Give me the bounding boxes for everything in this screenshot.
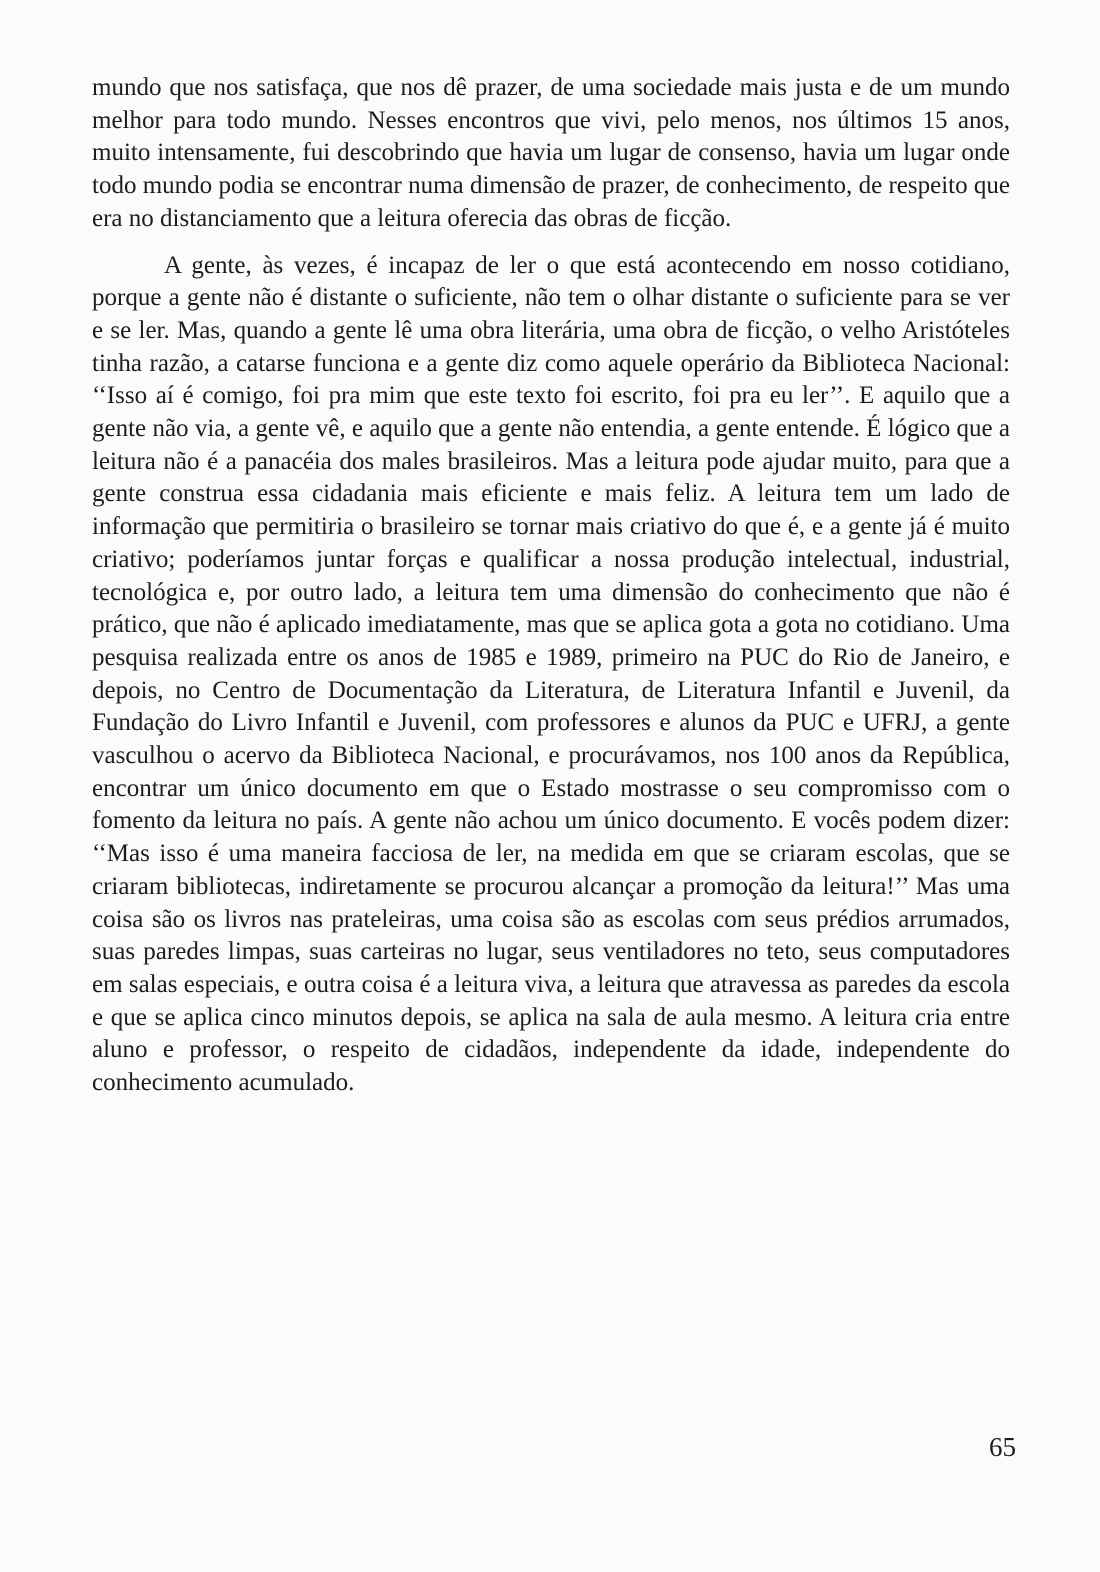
- page-body: [92, 72, 1010, 1100]
- page-number: 65: [989, 1432, 1016, 1462]
- paragraph-reading-discussion: A gente, às vezes, é incapaz de ler o que está acontecendo em nosso cotidiano, porque a gente não é distante o suficiente, não tem o olhar distante o suficiente para se ver e se ler. Mas, quando a gente lê uma obra literária, uma obra de ficção, o velho Aristóteles tinha razão, a catarse funciona e a gente diz como aquele operário da Biblioteca Nacional: ‘‘Isso aí é comigo, foi pra mim que este texto foi escrito, foi pra eu ler’’. E aquilo que a gente não via, a gente vê, e aquilo que a gente não entendia, a gente entende. É lógico que a leitura não é a panacéia dos males brasileiros. Mas a leitura pode ajudar muito, para que a gente construa essa cidadania mais eficiente e mais feliz. A leitura tem um lado de informação que permitiria o brasileiro se tornar mais criativo do que é, e a gente já é muito criativo; poderíamos juntar forças e qualificar a nossa produção intelectual, industrial, tecnológica e, por outro lado, a leitura tem uma dimensão do conhecimento que não é prático, que não é aplicado imediatamente, mas que se aplica gota a gota no cotidiano. Uma pesquisa realizada entre os anos de 1985 e 1989, primeiro na PUC do Rio de Janeiro, e depois, no Centro de Documentação da Literatura, de Literatura Infantil e Juvenil, da Fundação do Livro Infantil e Juvenil, com professores e alunos da PUC e UFRJ, a gente vasculhou o acervo da Biblioteca Nacional, e procurávamos, nos 100 anos da República, encontrar um único documento em que o Estado mostrasse o seu compromisso com o fomento da leitura no país. A gente não achou um único documento. E vocês podem dizer: ‘‘Mas isso é uma maneira facciosa de ler, na medida em que se criaram escolas, que se criaram bibliotecas, indiretamente se procurou alcançar a promoção da leitura!’’ Mas uma coisa são os livros nas prateleiras, uma coisa são as escolas com seus prédios arrumados, suas paredes limpas, suas carteiras no lugar, seus ventiladores no teto, seus computadores em salas especiais, e outra coisa é a leitura viva, a leitura que atravessa as paredes da escola e que se aplica cinco minutos depois, se aplica na sala de aula mesmo. A leitura cria entre aluno e professor, o respeito de cidadãos, independente da idade, independente do conhecimento acumulado.: [92, 251, 1010, 1097]
- paragraph-continuation: mundo que nos satisfaça, que nos dê prazer, de uma sociedade mais justa e de um mundo melhor para todo mundo. Nesses encontros que vivi, pelo menos, nos últimos 15 anos, muito intensamente, fui descobrindo que havia um lugar de consenso, havia um lugar onde todo mundo podia se encontrar numa dimensão de prazer, de conhecimento, de respeito que era no distanciamento que a leitura oferecia das obras de ficção.: [92, 74, 1010, 232]
